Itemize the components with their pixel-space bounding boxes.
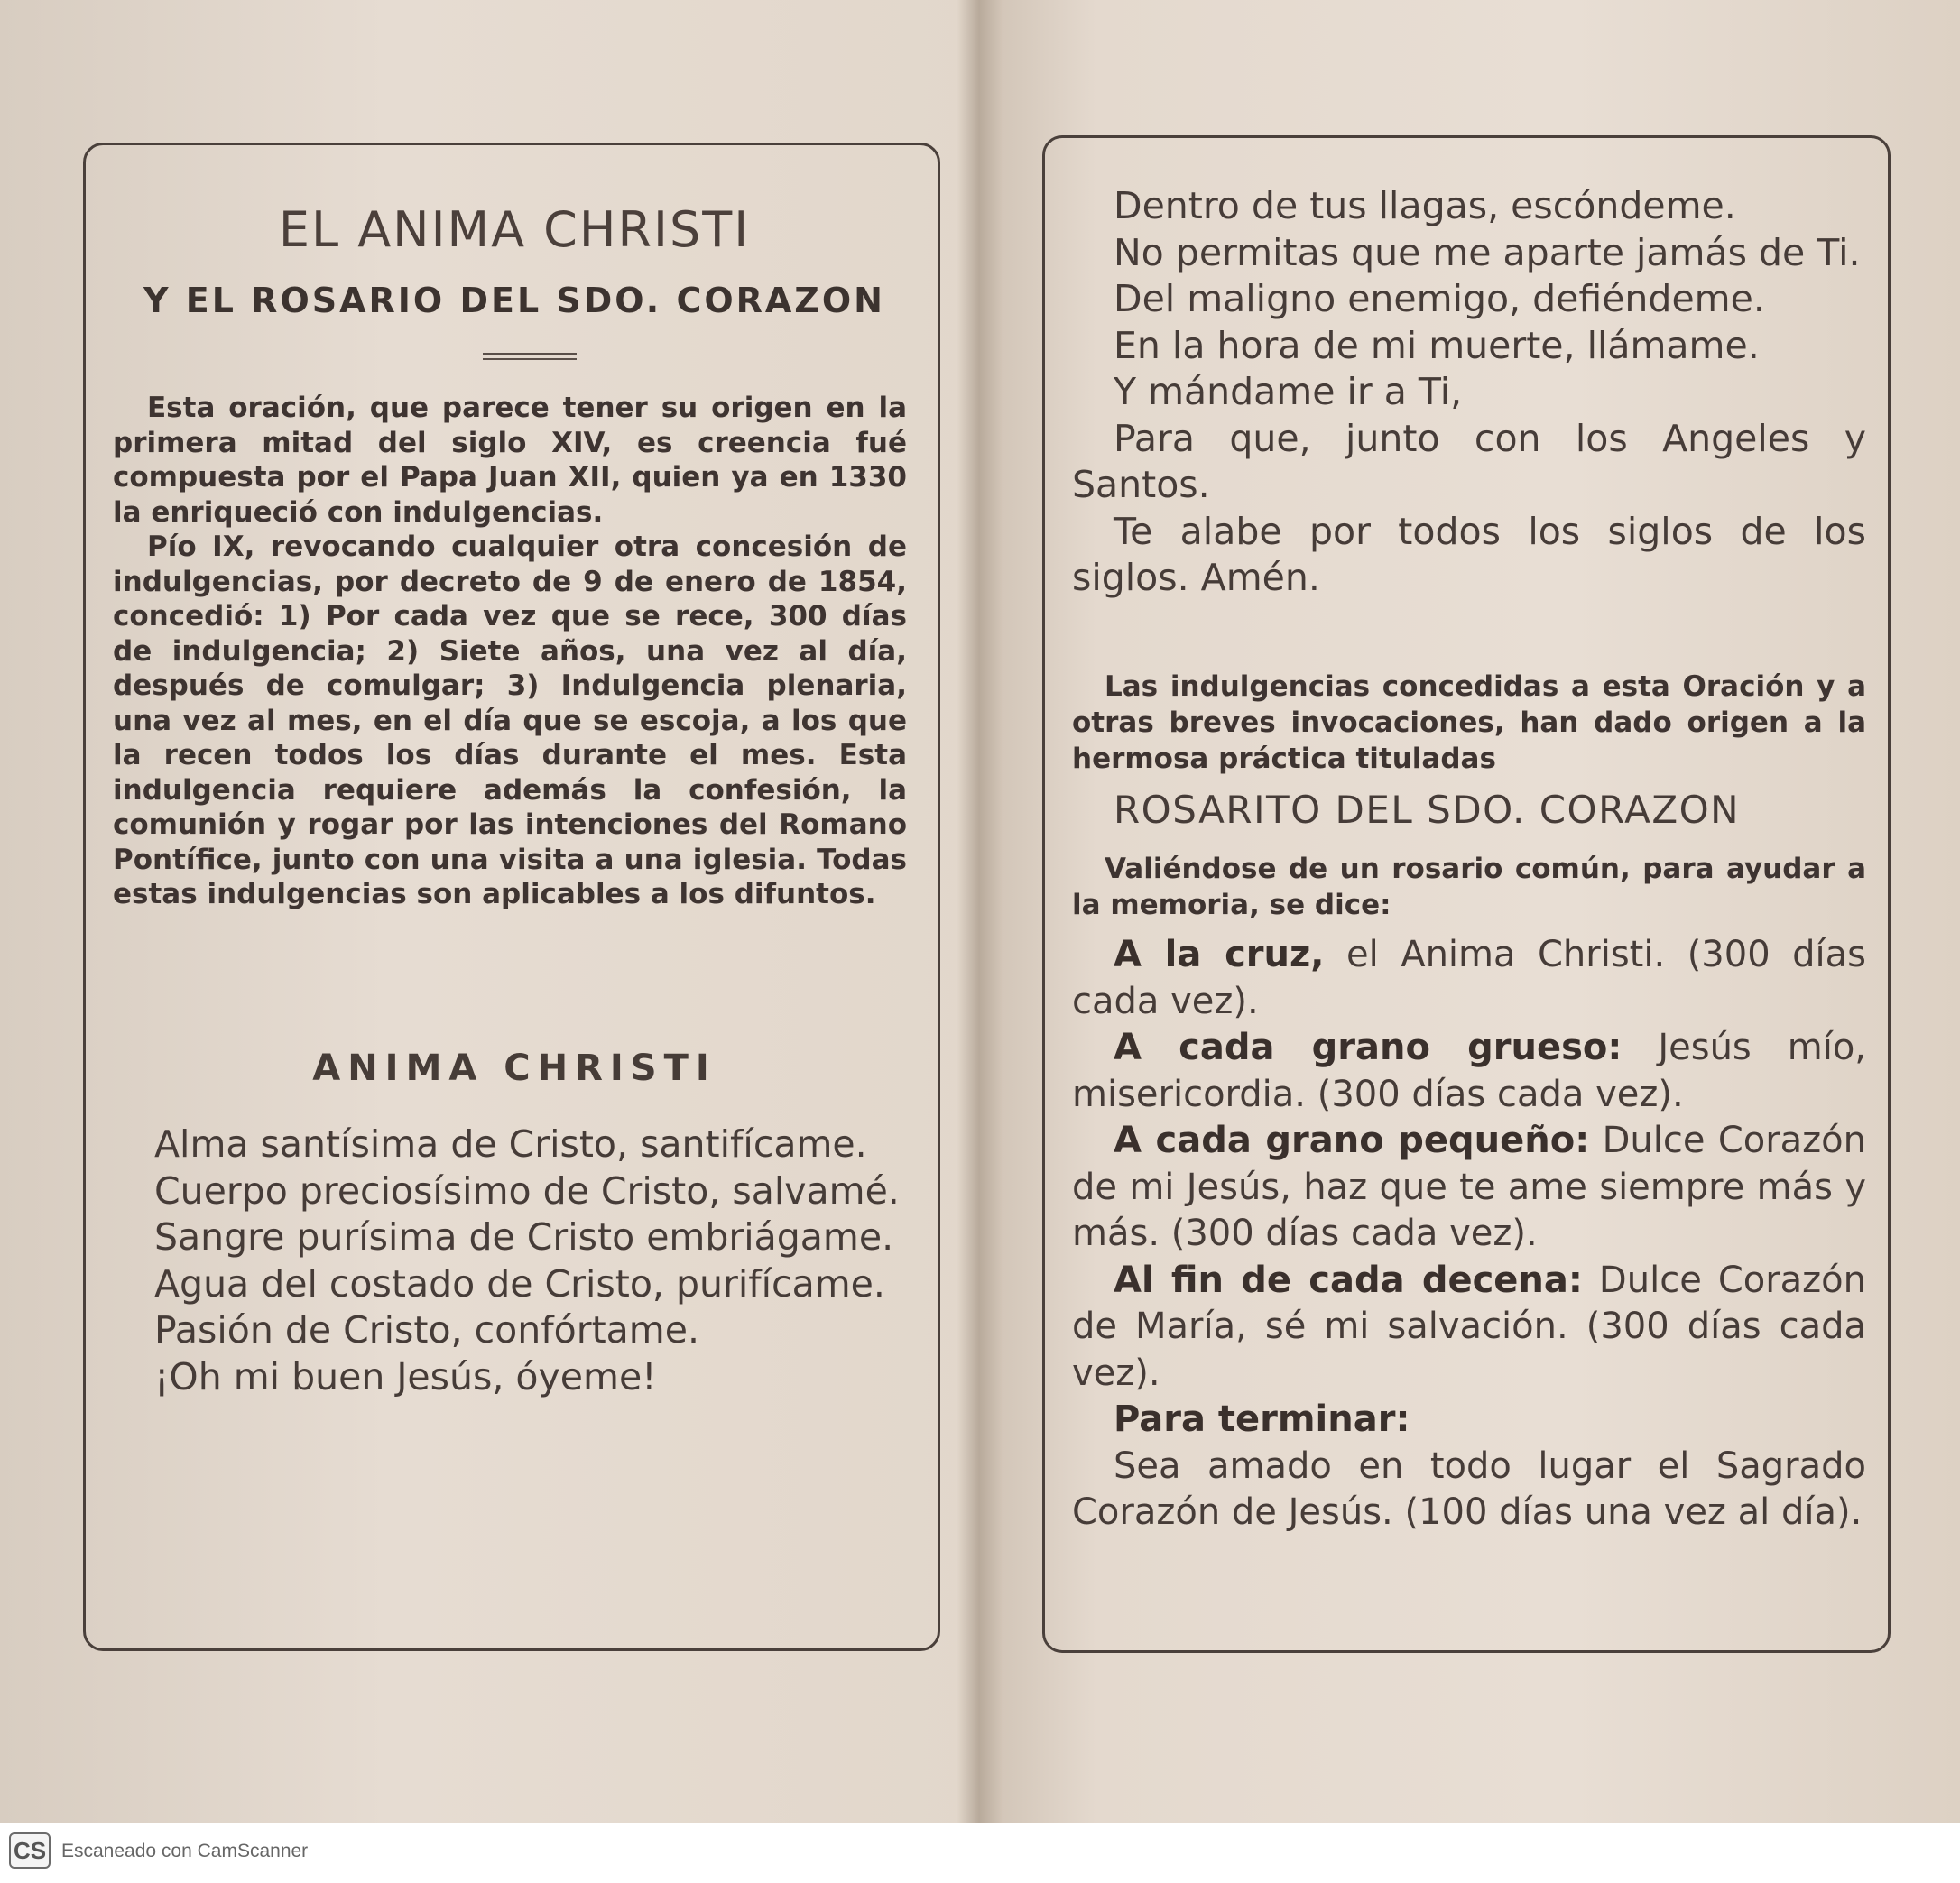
intro-paragraph: Esta oración, que parece tener su origen en la primera mitad del siglo XIV, es creencia fué compuesta por el Papa Juan XII, quien ya en 1330 la enriqueció con indulgencias. — [113, 392, 907, 529]
page-subtitle: Y EL ROSARIO DEL SDO. CORAZON — [143, 281, 885, 320]
prayer-line: Pasión de Cristo, confórtame. — [154, 1308, 699, 1352]
book-gutter — [957, 0, 1002, 1823]
indulgence-note — [1072, 669, 1866, 777]
prayer-line: Cuerpo preciosísimo de Cristo, salvamé. — [154, 1168, 900, 1213]
closing-label: Para terminar: — [1114, 1398, 1410, 1440]
prayer-line: No permitas que me aparte jamás de Ti. — [1114, 230, 1861, 274]
closing-label-line — [1072, 1397, 1866, 1444]
closing-text: Sea amado en todo lugar el Sagrado Corazón de Jesús. (100 días una vez al día). — [1072, 1445, 1866, 1533]
prayer-line: ¡Oh mi buen Jesús, óyeme! — [154, 1354, 657, 1398]
rosary-intro-text: Valiéndose de un rosario común, para ayudar a la memoria, se dice: — [1072, 853, 1866, 921]
rosary-item — [1072, 1025, 1866, 1118]
rosary-item — [1072, 1118, 1866, 1258]
intro-text — [113, 391, 907, 912]
scanner-caption: Escaneado con CamScanner — [61, 1841, 309, 1861]
rosary-item-label: A la cruz, — [1114, 934, 1325, 975]
prayer-text — [113, 1121, 916, 1400]
prayer-line: Sangre purísima de Cristo embriágame. — [154, 1215, 894, 1259]
rosary-item-label: A cada grano pequeño: — [1114, 1120, 1590, 1161]
rosary-item — [1072, 932, 1866, 1025]
prayer-line: Dentro de tus llagas, escóndeme. — [1114, 184, 1736, 227]
rosary-item — [1072, 1258, 1866, 1398]
prayer-line: Alma santísima de Cristo, santifícame. — [154, 1122, 867, 1166]
left-page-frame — [83, 143, 940, 1651]
prayer-line: Te alabe por todos los siglos de los siglos. Amén. — [1072, 509, 1866, 599]
rosary-item-label: A cada grano grueso: — [1114, 1027, 1623, 1068]
title-divider — [483, 353, 577, 360]
right-page-frame — [1042, 135, 1891, 1653]
page-title: EL ANIMA CHRISTI — [278, 201, 751, 258]
prayer-line: Agua del costado de Cristo, purifícame. — [154, 1261, 885, 1306]
rosary-item-text: Jesús mío, misericordia. (300 días cada vez). — [1072, 1027, 1867, 1115]
rosary-item-text: el Anima Christi. (300 días cada vez). — [1072, 934, 1867, 1022]
prayer-continuation — [1072, 183, 1866, 602]
prayer-line: En la hora de mi muerte, llámame. — [1114, 323, 1760, 367]
note-text: Las indulgencias concedidas a esta Oración y a otras breves invocaciones, han dado origen a la hermosa práctica tituladas — [1072, 670, 1866, 775]
rosary-intro — [1072, 851, 1866, 923]
rosary-instructions — [1072, 932, 1866, 1537]
rosary-heading: ROSARITO DEL SDO. CORAZON — [1114, 788, 1741, 832]
camscanner-logo: CS — [9, 1832, 51, 1869]
prayer-line: Del maligno enemigo, defiéndeme. — [1114, 277, 1765, 320]
rosary-item-label: Al fin de cada decena: — [1114, 1259, 1583, 1301]
rosary-item-text: Dulce Corazón de mi Jesús, haz que te ame siempre más y más. (300 días cada vez). — [1072, 1120, 1867, 1254]
rosary-item-text: Dulce Corazón de María, sé mi salvación. (300 días cada vez). — [1072, 1259, 1867, 1394]
prayer-line: Para que, junto con los Angeles y Santos. — [1072, 416, 1866, 506]
prayer-line: Y mándame ir a Ti, — [1114, 370, 1463, 413]
intro-paragraph: Pío IX, revocando cualquier otra concesión de indulgencias, por decreto de 9 de enero de 1854, concedió: 1) Por cada vez que se rece, 300 días de indulgencia; 2) Siete años, una vez al día, después de comulgar; 3) Indulgencia plenaria, una vez al mes, en el día que se escoja, a los que la recen todos los días durante el mes. Esta indulgencia requiere además la confesión, la comunión y rogar por las intenciones del Romano Pontífice, junto con una visita a una iglesia. Todas estas indulgencias son aplicables a los difuntos. — [113, 531, 907, 910]
prayer-heading: ANIMA CHRISTI — [312, 1048, 717, 1089]
